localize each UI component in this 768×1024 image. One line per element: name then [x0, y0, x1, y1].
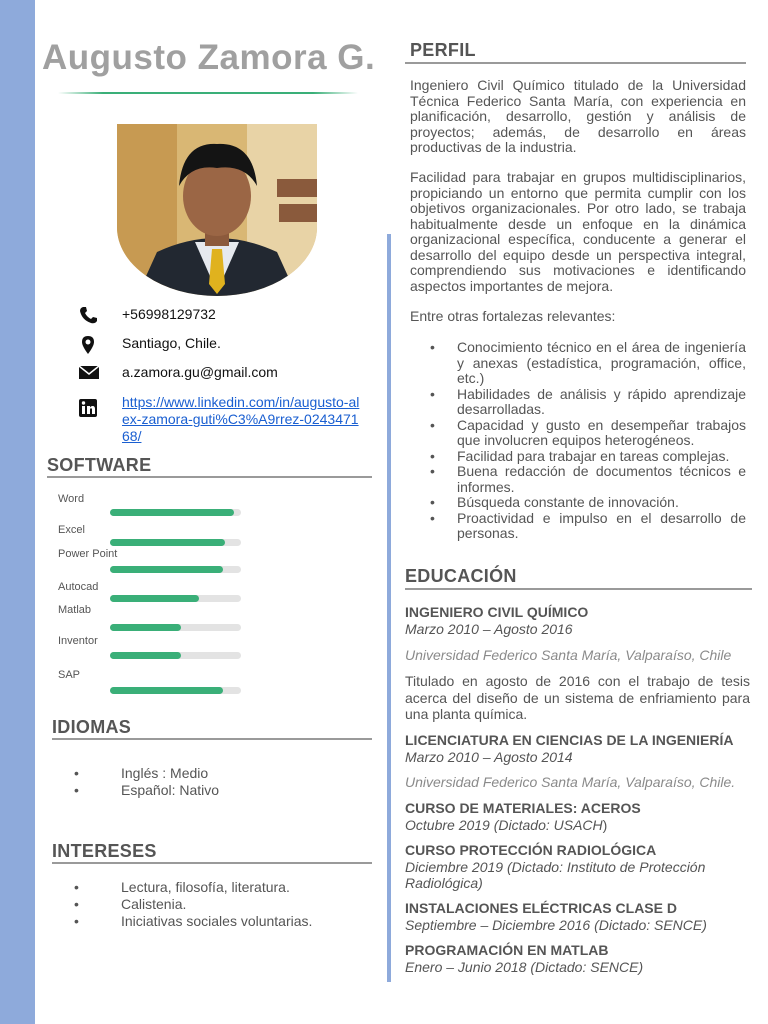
- perfil-rule: [405, 62, 746, 64]
- left-accent-bar: [0, 0, 35, 1024]
- list-item: • Facilidad para trabajar en tareas complejas.: [430, 449, 746, 465]
- education-university: Universidad Federico Santa María, Valparaíso, Chile: [405, 647, 732, 663]
- software-bar: [110, 566, 241, 573]
- linkedin-icon: [78, 398, 100, 418]
- education-date: Marzo 2010 – Agosto 2014: [405, 748, 573, 765]
- list-item: • Habilidades de análisis y rápido aprendizaje desarrolladas.: [430, 387, 746, 418]
- phone-icon: [78, 306, 100, 326]
- list-item: • Búsqueda constante de innovación.: [430, 495, 746, 511]
- education-title: INSTALACIONES ELÉCTRICAS CLASE D: [405, 900, 677, 916]
- software-label: Matlab: [58, 604, 92, 616]
- education-date: Enero – Junio 2018 (Dictado: SENCE): [405, 958, 644, 975]
- profile-photo: [117, 124, 317, 296]
- education-title: LICENCIATURA EN CIENCIAS DE LA INGENIERÍA: [405, 732, 734, 748]
- education-entry: [405, 732, 750, 765]
- intereses-rule: [52, 862, 372, 864]
- education-date: Septiembre – Diciembre 2016 (Dictado: SENCE): [405, 916, 707, 933]
- education-entry: [405, 900, 750, 933]
- linkedin-link[interactable]: https://www.linkedin.com/in/augusto-alex-zamora-guti%C3%A9rrez-024347168/: [122, 394, 360, 444]
- list-item: • Buena redacción de documentos técnicos e informes.: [430, 464, 746, 495]
- strengths-list: [430, 340, 746, 542]
- education-title: CURSO PROTECCIÓN RADIOLÓGICA: [405, 842, 657, 858]
- education-entry: [405, 842, 750, 892]
- education-entry: [405, 673, 750, 723]
- education-date: Diciembre 2019 (Dictado: Instituto de Protección Radiológica): [405, 858, 706, 891]
- software-label: SAP: [58, 669, 81, 681]
- software-bar: [110, 624, 241, 631]
- software-bar: [110, 539, 241, 546]
- software-bar: [110, 509, 241, 516]
- education-entry: [405, 774, 750, 791]
- software-label: Power Point: [58, 548, 118, 560]
- education-title: PROGRAMACIÓN EN MATLAB: [405, 942, 609, 958]
- list-item: • Proactividad e impulso en el desarrollo de personas.: [430, 511, 746, 542]
- education-title: INGENIERO CIVIL QUÍMICO: [405, 604, 589, 620]
- software-label: Word: [58, 493, 85, 505]
- education-entry: [405, 647, 750, 664]
- perfil-paragraph-2: Facilidad para trabajar en grupos multidisciplinarios, propiciando un entorno que permita cumplir con los objetivos organizacionales. Por otro lado, se trabaja habitualmente desde un enfoque en la dinámica organizacional específica, conducente a generar el desarrollo del equipo desde un perspectiva integral, comprendiendo sus motivaciones e identificando aspectos importantes de mejora.: [410, 169, 746, 294]
- education-title: CURSO DE MATERIALES: ACEROS: [405, 800, 641, 816]
- software-bar-fill: [110, 652, 181, 659]
- education-date: Marzo 2010 – Agosto 2016: [405, 620, 573, 637]
- perfil-paragraph-3: Entre otras fortalezas relevantes:: [410, 308, 616, 324]
- education-date: Octubre 2019 (Dictado: USACH: [405, 816, 603, 833]
- email-address[interactable]: a.zamora.gu@gmail.com: [122, 364, 278, 380]
- software-label: Excel: [58, 524, 85, 536]
- email-icon: [78, 364, 100, 384]
- list-item: • Calistenia.: [74, 896, 312, 913]
- education-university: Universidad Federico Santa María, Valparaíso, Chile.: [405, 774, 736, 790]
- idiomas-list: [74, 765, 219, 799]
- software-bar-fill: [110, 595, 199, 602]
- list-item: • Lectura, filosofía, literatura.: [74, 879, 312, 896]
- software-rule: [47, 476, 372, 478]
- list-item: • Inglés : Medio: [74, 765, 219, 782]
- location-text: Santiago, Chile.: [122, 335, 221, 351]
- list-item: • Español: Nativo: [74, 782, 219, 799]
- candidate-name: Augusto Zamora G.: [42, 38, 376, 77]
- location-pin-icon: [78, 335, 100, 355]
- software-bar: [110, 687, 241, 694]
- education-entry: [405, 800, 750, 833]
- perfil-paragraph-1: Ingeniero Civil Químico titulado de la Universidad Técnica Federico Santa María, con experiencia en planificación, desarrollo, gestión y análisis de proyectos; además, de desarrollo en áreas productivas de la industria.: [410, 77, 746, 155]
- list-item: • Conocimiento técnico en el área de ingeniería y anexas (estadística, programación, office, etc.): [430, 340, 746, 387]
- software-bar-fill: [110, 566, 223, 573]
- name-underline: [58, 92, 358, 94]
- software-label: Autocad: [58, 581, 99, 593]
- software-bar-fill: [110, 509, 234, 516]
- list-item: • Iniciativas sociales voluntarias.: [74, 913, 312, 930]
- education-entry: [405, 604, 750, 637]
- column-divider: [387, 234, 391, 982]
- software-bar: [110, 595, 241, 602]
- software-title: SOFTWARE: [47, 455, 152, 475]
- perfil-title: PERFIL: [410, 40, 476, 60]
- idiomas-title: IDIOMAS: [52, 717, 132, 737]
- education-description: Titulado en agosto de 2016 con el trabajo de tesis acerca del diseño de un sistema de enfriamiento para una planta química.: [405, 673, 750, 722]
- phone-number: +56998129732: [122, 306, 216, 322]
- intereses-title: INTERESES: [52, 841, 157, 861]
- software-label: Inventor: [58, 635, 98, 647]
- software-bar-fill: [110, 624, 181, 631]
- software-bar-fill: [110, 687, 223, 694]
- list-item: • Capacidad y gusto en desempeñar trabajos que involucren equipos heterogéneos.: [430, 418, 746, 449]
- educacion-rule: [405, 588, 752, 590]
- education-date-end: ): [602, 816, 608, 833]
- education-entry: [405, 942, 750, 975]
- educacion-title: EDUCACIÓN: [405, 566, 517, 586]
- software-bar-fill: [110, 539, 225, 546]
- intereses-list: [74, 879, 312, 930]
- software-bar: [110, 652, 241, 659]
- idiomas-rule: [52, 738, 372, 740]
